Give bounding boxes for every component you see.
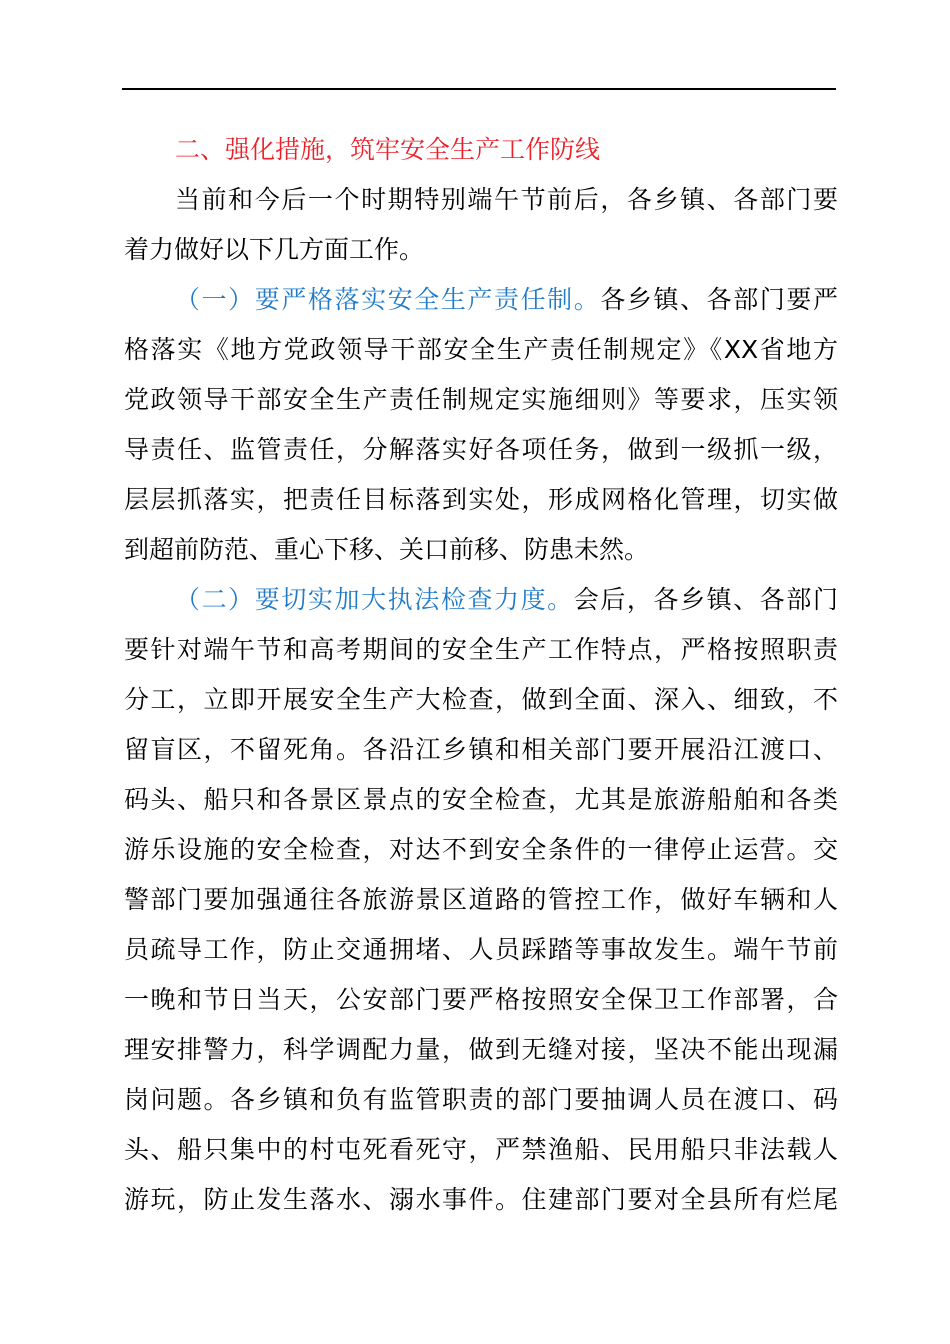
body-line: 岗问题。各乡镇和负有监管职责的部门要抽调人员在渡口、码: [124, 1085, 838, 1114]
intro-line: 着力做好以下几方面工作。: [124, 235, 425, 264]
body-line: 党政领导干部安全生产责任制规定实施细则》等要求，压实领: [124, 385, 838, 414]
item2-heading: （二）要切实加大执法检查力度。: [175, 585, 574, 614]
body-line: 分工，立即开展安全生产大检查，做到全面、深入、细致，不: [124, 685, 838, 714]
body-line: 到超前防范、重心下移、关口前移、防患未然。: [124, 535, 650, 564]
body-line: 警部门要加强通往各旅游景区道路的管控工作，做好车辆和人: [124, 885, 838, 914]
body-line: 导责任、监管责任，分解落实好各项任务，做到一级抓一级，: [124, 435, 838, 464]
body-line: 游乐设施的安全检查，对达不到安全条件的一律停止运营。交: [124, 835, 838, 864]
body-line: 格落实《地方党政领导干部安全生产责任制规定》《XX省地方: [124, 335, 838, 364]
body-line: 层层抓落实，把责任目标落到实处，形成网格化管理，切实做: [124, 485, 838, 514]
body-line: 留盲区，不留死角。各沿江乡镇和相关部门要开展沿江渡口、: [124, 735, 838, 764]
item1-heading: （一）要严格落实安全生产责任制。: [175, 285, 601, 314]
item2-first-line: [175, 578, 838, 622]
section-heading: 二、强化措施，筑牢安全生产工作防线: [175, 135, 601, 164]
body-line: 理安排警力，科学调配力量，做到无缝对接，坚决不能出现漏: [124, 1035, 838, 1064]
body-line: 一晚和节日当天，公安部门要严格按照安全保卫工作部署，合: [124, 985, 838, 1014]
intro-line: 当前和今后一个时期特别端午节前后，各乡镇、各部门要: [175, 185, 838, 214]
body-line: 员疏导工作，防止交通拥堵、人员踩踏等事故发生。端午节前: [124, 935, 838, 964]
header-rule: [122, 88, 836, 90]
body-line: 码头、船只和各景区景点的安全检查，尤其是旅游船舶和各类: [124, 785, 838, 814]
item2-text: 会后，各乡镇、各部门: [573, 585, 838, 614]
body-line: 头、船只集中的村屯死看死守，严禁渔船、民用船只非法载人: [124, 1135, 838, 1164]
body-line: 游玩，防止发生落水、溺水事件。住建部门要对全县所有烂尾: [124, 1185, 838, 1214]
body-line: 要针对端午节和高考期间的安全生产工作特点，严格按照职责: [124, 635, 838, 664]
item1-text: 各乡镇、各部门要严: [600, 285, 838, 314]
item1-first-line: [175, 278, 838, 322]
